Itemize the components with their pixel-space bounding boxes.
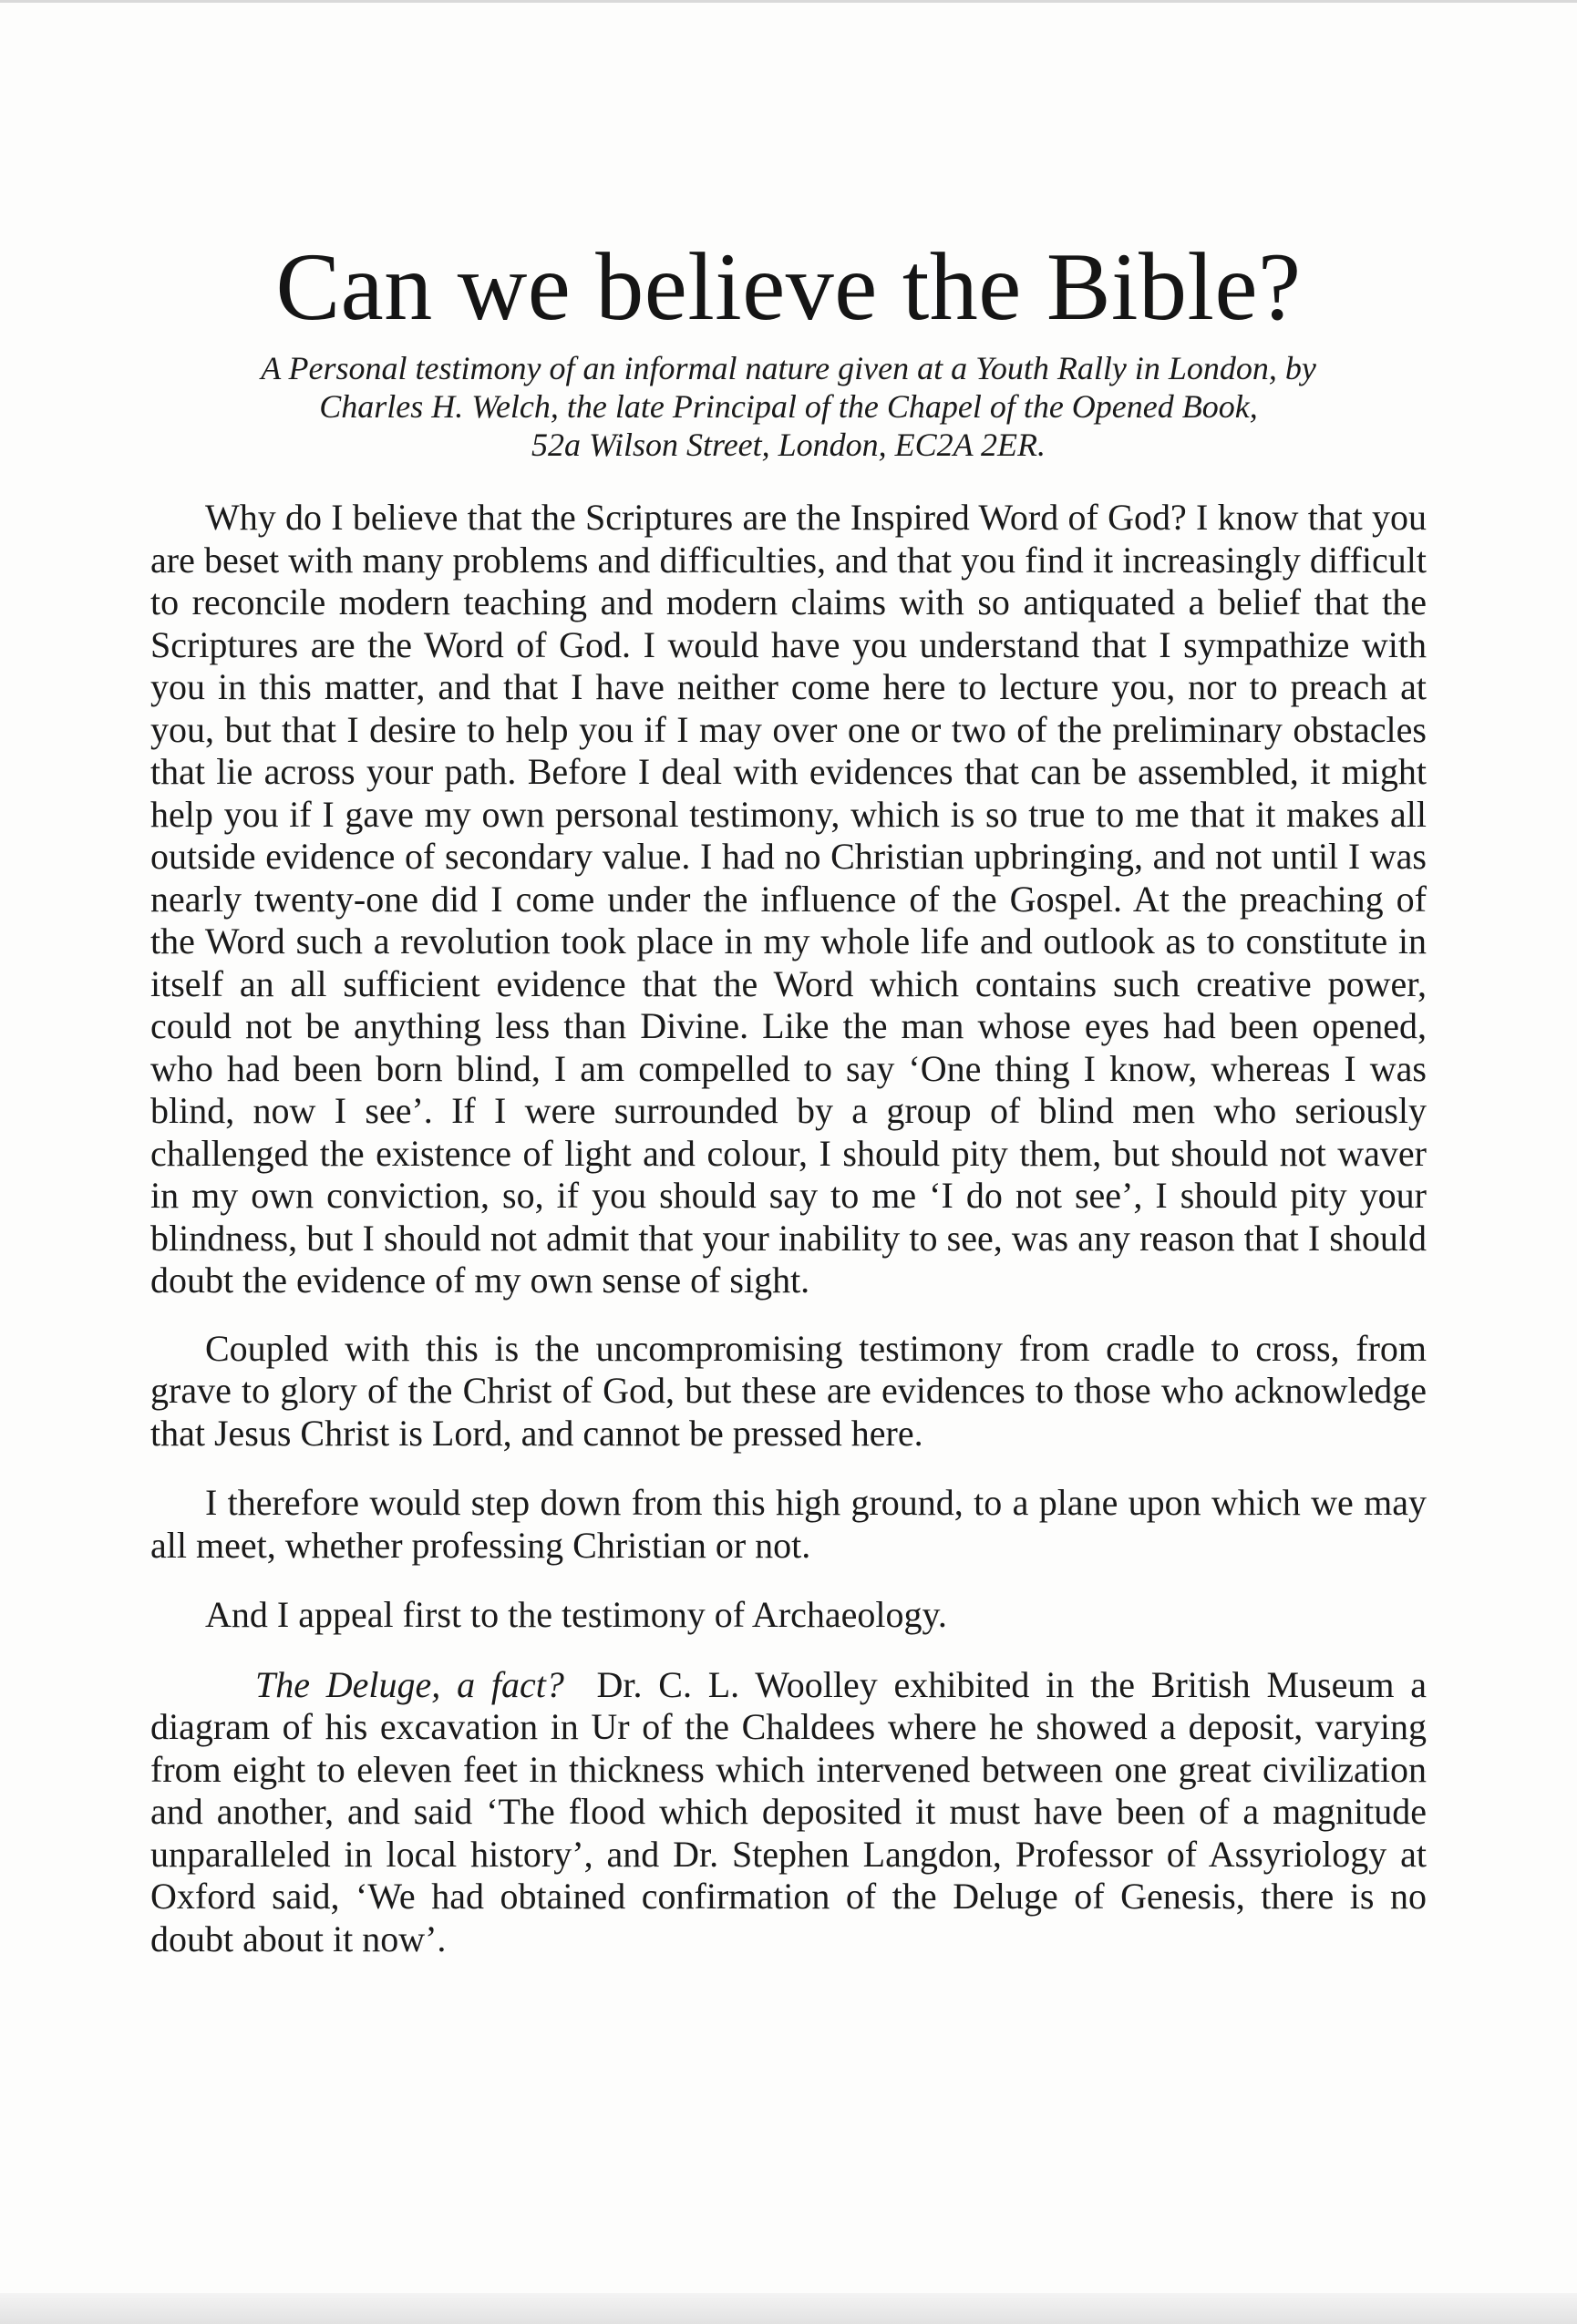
scan-bottom-edge [0, 2293, 1577, 2324]
document-body [150, 497, 1427, 1960]
subtitle-line: Charles H. Welch, the late Principal of the Chapel of the Opened Book, [319, 388, 1258, 425]
deluge-text: Dr. C. L. Woolley exhibited in the British Museum a diagram of his excavation in Ur of the Chaldees where he showed a deposit, varying from eight to eleven feet in thickness which intervened between one great civilization and another, and said ‘The flood which deposited it must have been of a magnitude unparalleled in local history’, and Dr. Stephen Langdon, Professor of Assyriology at Oxford said, ‘We had obtained confirmation of the Deluge of Genesis, there is no doubt about it now’. [150, 1663, 1428, 1959]
paragraph-deluge [150, 1664, 1427, 1961]
deluge-heading: The Deluge, a fact? [255, 1663, 564, 1705]
document-subtitle [150, 349, 1427, 464]
document-title: Can we believe the Bible? [275, 233, 1302, 340]
subtitle-line: 52a Wilson Street, London, EC2A 2ER. [531, 427, 1046, 463]
document-content [150, 231, 1427, 1986]
paragraph-christ: Coupled with this is the uncompromising testimony from cradle to cross, from grave to glory of the Christ of God, but these are evidences to those who acknowledge that Jesus Christ is Lord, and cannot be pressed here. [150, 1327, 1427, 1454]
paragraph-testimony: Why do I believe that the Scriptures are the Inspired Word of God? I know that you are beset with many problems and difficulties, and that you find it increasingly difficult to reconcile modern teaching and modern claims with so antiquated a belief that the Scriptures are the Word of God. I would have you understand that I sympathize with you in this matter, and that I have neither come here to lecture you, nor to preach at you, but that I desire to help you if I may over one or two of the preliminary obstacles that lie across your path. Before I deal with evidences that can be assembled, it might help you if I gave my own personal testimony, which is so true to me that it makes all outside evidence of secondary value. I had no Christian upbringing, and not until I was nearly twenty-one did I come under the influence of the Gospel. At the preaching of the Word such a revolution took place in my whole life and outlook as to constitute in itself an all sufficient evidence that the Word which contains such creative power, could not be anything less than Divine. Like the man whose eyes had been opened, who had been born blind, I am compelled to say ‘One thing I know, whereas I was blind, now I see’. If I were surrounded by a group of blind men who seriously challenged the existence of light and colour, I should pity them, but should not waver in my own conviction, so, if you should say to me ‘I do not see’, I should pity your blindness, but I should not admit that your inability to see, was any reason that I should doubt the evidence of my own sense of sight. [150, 497, 1427, 1301]
paragraph-common-ground: I therefore would step down from this high ground, to a plane upon which we may all meet, whether professing Christian or not. [150, 1482, 1427, 1566]
paragraph-archaeology: And I appeal first to the testimony of Archaeology. [205, 1594, 947, 1635]
subtitle-line: A Personal testimony of an informal nature given at a Youth Rally in London, by [261, 350, 1316, 386]
